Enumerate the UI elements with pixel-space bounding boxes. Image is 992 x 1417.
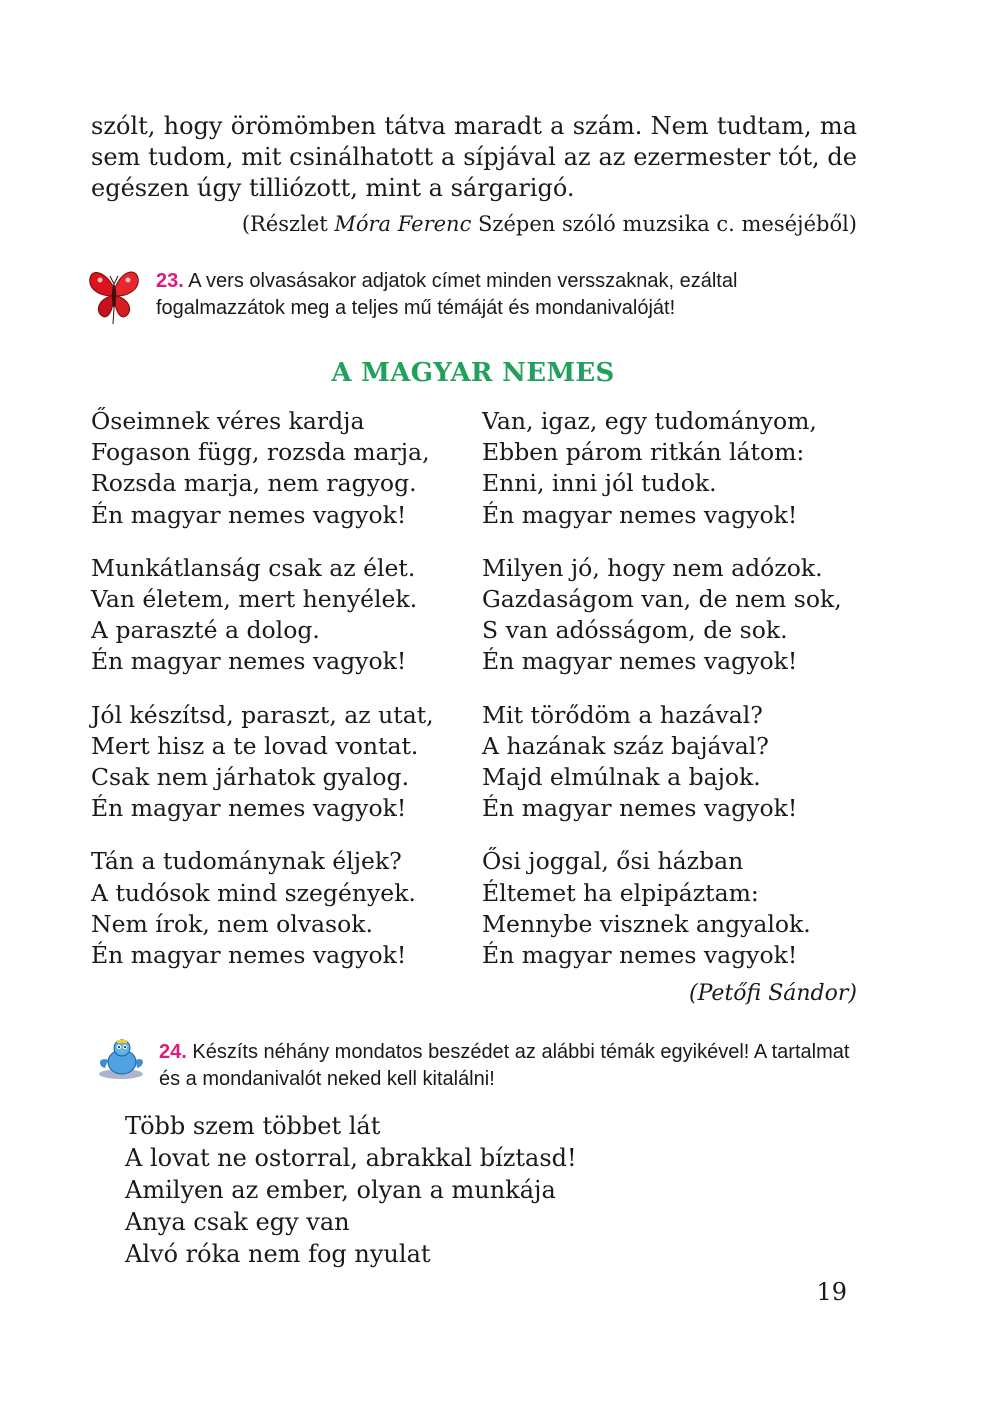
prose-line: sem tudom, mit csinálhatott a sípjával az az ezermester tót, de: [91, 143, 857, 171]
task-24: [159, 1039, 859, 1093]
verse-line: Munkátlanság csak az élet.: [91, 553, 416, 582]
verse-line: Én magyar nemes vagyok!: [91, 500, 407, 529]
citation-suffix: Szépen szóló muzsika c. meséjéből): [471, 212, 857, 236]
poem-column-left: [91, 406, 471, 993]
verse-line: Rozsda marja, nem ragyog.: [91, 469, 417, 498]
stanza: [482, 406, 862, 531]
task-number: 23.: [156, 270, 184, 292]
task-text: A vers olvasásakor adjatok címet minden versszaknak, ezáltal fogalmazzátok meg a teljes mű témáját és mondanivalóját!: [156, 270, 738, 319]
stanza: [91, 846, 471, 971]
citation: [242, 210, 857, 238]
topic-item: Alvó róka nem fog nyulat: [125, 1240, 431, 1268]
verse-line: Enni, inni jól tudok.: [482, 469, 717, 498]
task-number: 24.: [159, 1041, 187, 1063]
verse-line: Csak nem járhatok gyalog.: [91, 763, 410, 792]
verse-line: Nem írok, nem olvasok.: [91, 909, 373, 938]
verse-line: Én magyar nemes vagyok!: [482, 500, 798, 529]
task-23: [156, 268, 858, 322]
verse-line: Mit törődöm a hazával?: [482, 700, 763, 729]
stanza: [91, 406, 471, 531]
topic-item: Anya csak egy van: [125, 1208, 350, 1236]
stanza: [91, 553, 471, 678]
stanza: [482, 553, 862, 678]
verse-line: Tán a tudománynak éljek?: [91, 847, 402, 876]
verse-line: Fogason függ, rozsda marja,: [91, 438, 430, 467]
poem-author: (Petőfi Sándor): [689, 981, 857, 1006]
task-text: Készíts néhány mondatos beszédet az alábbi témák egyikével! A tartalmat és a mondanivalót neked kell kitalálni!: [159, 1041, 850, 1090]
verse-line: Gazdaságom van, de nem sok,: [482, 585, 842, 614]
citation-prefix: (Részlet: [241, 212, 335, 236]
verse-line: Én magyar nemes vagyok!: [482, 647, 798, 676]
verse-line: S van adósságom, de sok.: [482, 616, 788, 645]
verse-line: Én magyar nemes vagyok!: [91, 941, 407, 970]
page-number: 19: [816, 1278, 847, 1306]
poem-column-right: [482, 406, 862, 993]
verse-line: A paraszté a dolog.: [91, 616, 320, 645]
verse-line: Én magyar nemes vagyok!: [91, 647, 407, 676]
stanza: [482, 846, 862, 971]
citation-author: Móra Ferenc: [334, 212, 472, 236]
verse-line: Mert hisz a te lovad vontat.: [91, 731, 419, 760]
verse-line: A hazának száz bajával?: [482, 731, 769, 760]
verse-line: Milyen jó, hogy nem adózok.: [482, 553, 823, 582]
verse-line: A tudósok mind szegények.: [91, 878, 416, 907]
stanza: [91, 700, 471, 825]
verse-line: Ősi joggal, ősi házban: [482, 847, 744, 876]
verse-line: Van életem, mert henyélek.: [91, 585, 418, 614]
topic-list: [125, 1110, 577, 1270]
verse-line: Én magyar nemes vagyok!: [482, 941, 798, 970]
verse-line: Én magyar nemes vagyok!: [91, 794, 407, 823]
poem-title: A MAGYAR NEMES: [331, 358, 615, 388]
butterfly-icon: [88, 266, 140, 326]
stanza: [482, 700, 862, 825]
verse-line: Jól készítsd, paraszt, az utat,: [91, 700, 434, 729]
verse-line: Ebben párom ritkán látom:: [482, 438, 805, 467]
verse-line: Mennybe visznek angyalok.: [482, 909, 811, 938]
verse-line: Majd elmúlnak a bajok.: [482, 763, 761, 792]
verse-line: Én magyar nemes vagyok!: [482, 794, 798, 823]
verse-line: Őseimnek véres kardja: [91, 407, 365, 435]
blue-bird-icon: [95, 1036, 147, 1080]
topic-item: A lovat ne ostorral, abrakkal bíztasd!: [125, 1144, 577, 1172]
prose-paragraph: [91, 111, 857, 204]
topic-item: Több szem többet lát: [125, 1112, 381, 1140]
topic-item: Amilyen az ember, olyan a munkája: [125, 1176, 556, 1204]
prose-line: szólt, hogy örömömben tátva maradt a szám. Nem tudtam, ma: [91, 112, 857, 140]
verse-line: Éltemet ha elpipáztam:: [482, 878, 759, 907]
verse-line: Van, igaz, egy tudományom,: [482, 407, 817, 435]
prose-line: egészen úgy tilliózott, mint a sárgarigó.: [91, 174, 575, 202]
